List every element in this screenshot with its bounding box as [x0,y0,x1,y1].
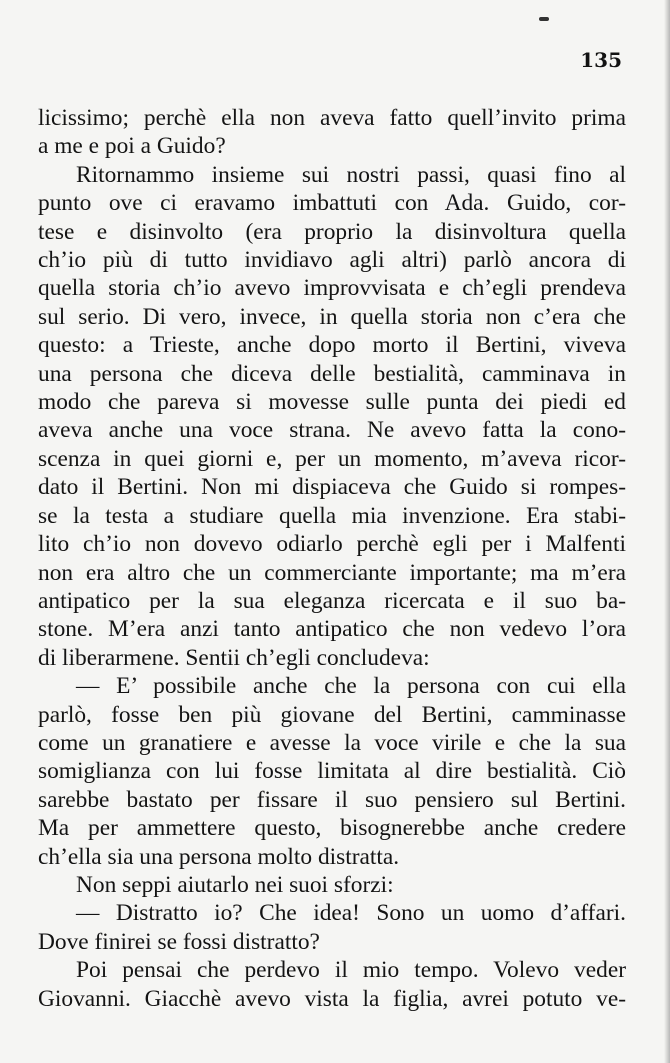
text-line: sul serio. Di vero, invece, in quella storia non c’era che [38,303,626,330]
text-line: dato il Bertini. Non mi dispiaceva che Guido si rompes- [38,474,626,501]
text-line: una persona che diceva delle bestialità, camminava in [38,360,626,387]
text-line: somiglianza con lui fosse limitata al dire bestialità. Ciò [38,758,626,785]
text-line: ch’io più di tutto invidiavo agli altri) parlò ancora di [38,247,626,274]
page-edge-shadow [664,0,670,1063]
text-line: quella storia ch’io avevo improvvisata e ch’egli prendeva [38,275,626,302]
text-line: questo: a Trieste, anche dopo morto il Bertini, viveva [38,332,626,359]
text-line: tese e disinvolto (era proprio la disinvoltura quella [38,218,626,245]
text-line: stone. M’era anzi tanto antipatico che non vedevo l’ora [38,616,626,643]
text-line: Non seppi aiutarlo nei suoi sforzi: [76,871,394,898]
text-line: come un granatiere e avesse la voce virile e che la sua [38,729,626,756]
text-line: sarebbe bastato per fissare il suo pensiero sul Bertini. [38,786,626,813]
text-line: scenza in quei giorni e, per un momento, m’aveva ricor- [38,445,626,472]
text-line: ch’ella sia una persona molto distratta. [38,843,400,870]
text-line: se la testa a studiare quella mia invenzione. Era stabi- [38,502,626,529]
text-line: Ritornammo insieme sui nostri passi, quasi fino al [76,161,626,188]
text-line: Dove finirei se fossi distratto? [38,928,320,955]
text-line: lito ch’io non dovevo odiarlo perchè egli per i Malfenti [38,531,626,558]
body-text [38,104,626,1013]
text-line: Giovanni. Giacchè avevo vista la figlia, avrei potuto ve- [38,985,626,1012]
text-line: antipatico per la sua eleganza ricercata e il suo ba- [38,587,626,614]
page-number: 135 [580,48,622,72]
text-line: Ma per ammettere questo, bisognerebbe anche credere [38,815,626,842]
text-line: punto ove ci eravamo imbattuti con Ada. Guido, cor- [38,190,626,217]
text-line: modo che pareva si movesse sulle punta dei piedi ed [38,389,626,416]
text-line: a me e poi a Guido? [38,133,226,160]
text-line: non era altro che un commerciante importante; ma m’era [38,559,626,586]
text-line: Poi pensai che perdevo il mio tempo. Volevo veder [76,957,626,984]
print-mark [539,17,549,21]
text-line: — E’ possibile anche che la persona con cui ella [76,673,626,700]
text-line: aveva anche una voce strana. Ne avevo fatta la cono- [38,417,626,444]
text-line: di liberarmene. Sentii ch’egli concludeva: [38,644,430,671]
text-line: parlò, fosse ben più giovane del Bertini, camminasse [38,701,626,728]
text-line: licissimo; perchè ella non aveva fatto quell’invito prima [38,105,626,131]
text-line: — Distratto io? Che idea! Sono un uomo d’affari. [76,900,626,927]
